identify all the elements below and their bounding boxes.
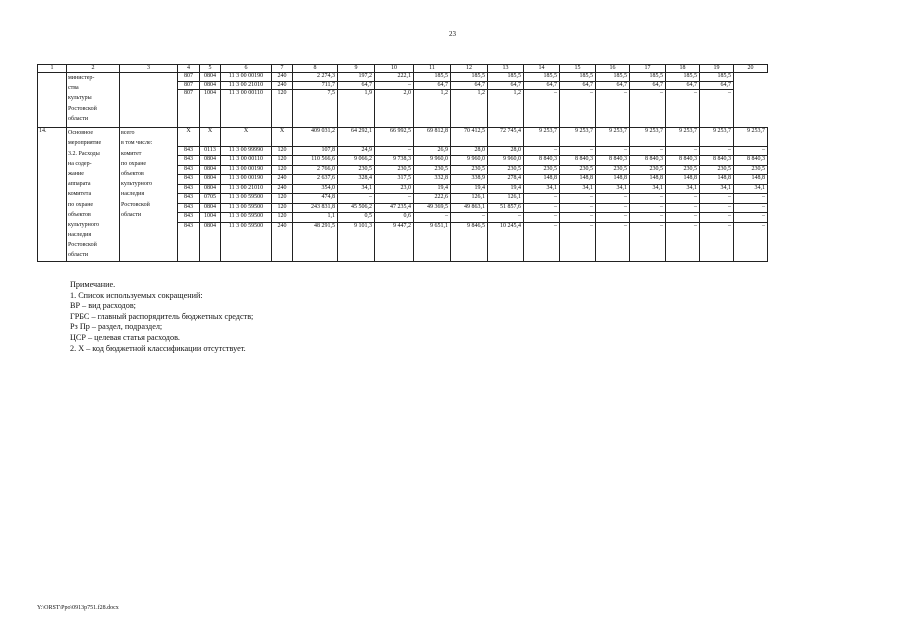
value-cell: 64,7 (630, 81, 666, 90)
value-cell: 11 3 00 00190 (221, 165, 272, 174)
value-cell: 807 (178, 73, 200, 82)
value-cell: – (560, 203, 596, 212)
value-cell: 64 292,1 (338, 128, 375, 147)
value-cell: 8 840,3 (524, 156, 560, 165)
value-cell: 2 766,0 (293, 165, 338, 174)
value-cell: 34,1 (560, 184, 596, 193)
value-cell: – (666, 213, 700, 222)
row-number-cell: 14. (38, 128, 67, 261)
value-cell: – (630, 194, 666, 203)
value-cell: – (414, 213, 451, 222)
value-cell: 278,4 (488, 175, 524, 184)
value-cell: 34,1 (596, 184, 630, 193)
value-cell: 230,5 (375, 165, 414, 174)
value-cell: – (700, 213, 734, 222)
value-cell: 120 (272, 165, 293, 174)
value-cell: 843 (178, 184, 200, 193)
value-cell: 120 (272, 156, 293, 165)
value-cell: – (451, 213, 488, 222)
value-cell: 8 840,3 (560, 156, 596, 165)
table-header-row (38, 65, 768, 73)
value-cell: 1004 (200, 90, 221, 128)
value-cell: 230,5 (451, 165, 488, 174)
description-line: аппарата (68, 181, 91, 188)
grbs-name-cell (67, 73, 120, 128)
value-cell: – (630, 222, 666, 261)
description-line: в том числе: (121, 140, 153, 147)
value-cell: 0804 (200, 81, 221, 90)
value-cell: – (524, 213, 560, 222)
value-cell: 230,5 (630, 165, 666, 174)
value-cell: 807 (178, 90, 200, 128)
description-line: объектов (121, 170, 144, 177)
value-cell: 34,1 (700, 184, 734, 193)
value-cell: 148,8 (560, 175, 596, 184)
value-cell: 843 (178, 165, 200, 174)
value-cell: – (596, 213, 630, 222)
column-number-13: 13 (488, 65, 524, 73)
value-cell: – (524, 222, 560, 261)
column-number-8: 8 (293, 65, 338, 73)
value-cell: 66 992,5 (375, 128, 414, 147)
value-cell: – (666, 203, 700, 212)
description-line: по охране (68, 201, 94, 208)
value-cell: – (524, 90, 560, 128)
value-cell: – (596, 146, 630, 155)
value-cell: 0113 (200, 146, 221, 155)
description-line: министер- (68, 75, 95, 81)
value-cell: 64,7 (524, 81, 560, 90)
value-cell: 185,5 (524, 73, 560, 82)
value-cell: – (596, 194, 630, 203)
value-cell: 9 846,5 (451, 222, 488, 261)
table-row (38, 73, 768, 82)
value-cell: 9 738,3 (375, 156, 414, 165)
value-cell: 0804 (200, 184, 221, 193)
description-line: наследия (121, 191, 145, 198)
value-cell: 0804 (200, 175, 221, 184)
value-cell: 240 (272, 184, 293, 193)
value-cell: 10 245,4 (488, 222, 524, 261)
value-cell: 120 (272, 90, 293, 128)
value-cell: 474,8 (293, 194, 338, 203)
description-line: на содер- (68, 160, 92, 167)
value-cell: 0705 (200, 194, 221, 203)
value-cell: 185,5 (630, 73, 666, 82)
value-cell: 24,9 (338, 146, 375, 155)
value-cell: 230,5 (666, 165, 700, 174)
note-line: 2. X – код бюджетной классификации отсутствует. (70, 343, 246, 353)
description-line: комитета (68, 191, 92, 198)
value-cell: 64,7 (488, 81, 524, 90)
value-cell: 11 3 00 99990 (221, 146, 272, 155)
note-line: 1. Список используемых сокращений: (70, 290, 203, 300)
value-cell: 23,0 (375, 184, 414, 193)
value-cell: – (700, 90, 734, 128)
description-line: всего (121, 130, 135, 137)
value-cell: 49 863,1 (451, 203, 488, 212)
value-cell: 28,0 (451, 146, 488, 155)
value-cell: 148,8 (524, 175, 560, 184)
value-cell: 230,5 (700, 165, 734, 174)
value-cell: 843 (178, 156, 200, 165)
value-cell: 19,4 (414, 184, 451, 193)
value-cell: – (560, 222, 596, 261)
value-cell: 1004 (200, 213, 221, 222)
value-cell: – (666, 194, 700, 203)
value-cell: 843 (178, 203, 200, 212)
value-cell: – (596, 90, 630, 128)
value-cell: 9 253,7 (524, 128, 560, 147)
value-cell: 843 (178, 175, 200, 184)
value-cell: – (734, 194, 768, 203)
note-line: ВР – вид расходов; (70, 301, 136, 311)
value-cell: – (524, 146, 560, 155)
row-number-cell (38, 73, 67, 128)
value-cell: 126,1 (488, 194, 524, 203)
value-cell: 1,9 (338, 90, 375, 128)
value-cell: 148,8 (734, 175, 768, 184)
value-cell: – (734, 222, 768, 261)
notes-block (70, 280, 253, 354)
column-number-11: 11 (414, 65, 451, 73)
empty-cell (120, 73, 178, 128)
column-number-5: 5 (200, 65, 221, 73)
value-cell: 1,2 (488, 90, 524, 128)
value-cell: 185,5 (700, 73, 734, 82)
event-name-cell (67, 128, 120, 261)
value-cell: 11 3 00 59500 (221, 194, 272, 203)
value-cell: – (560, 213, 596, 222)
value-cell: – (630, 203, 666, 212)
value-cell: 9 253,7 (596, 128, 630, 147)
value-cell: 230,5 (488, 165, 524, 174)
value-cell: 49 369,5 (414, 203, 451, 212)
value-cell: 28,0 (488, 146, 524, 155)
value-cell: – (596, 203, 630, 212)
value-cell: – (630, 90, 666, 128)
value-cell: – (338, 194, 375, 203)
table-row (38, 128, 768, 147)
value-cell: 843 (178, 194, 200, 203)
value-cell: 48 291,5 (293, 222, 338, 261)
value-cell: 0804 (200, 203, 221, 212)
value-cell: 26,9 (414, 146, 451, 155)
value-cell: 9 960,0 (488, 156, 524, 165)
value-cell: 11 3 00 21010 (221, 184, 272, 193)
value-cell: 8 840,3 (700, 156, 734, 165)
value-cell: 51 857,6 (488, 203, 524, 212)
column-number-12: 12 (451, 65, 488, 73)
description-line: Ростовской (68, 242, 97, 249)
value-cell: 0804 (200, 165, 221, 174)
value-cell: 0804 (200, 222, 221, 261)
description-line: культуры (68, 95, 92, 102)
value-cell: 9 066,2 (338, 156, 375, 165)
description-line: культурного (68, 221, 100, 228)
budget-table (37, 64, 768, 262)
value-cell: – (734, 213, 768, 222)
value-cell: 0804 (200, 73, 221, 82)
note-line: Рз Пр – раздел, подраздел; (70, 322, 163, 332)
description-line: Ростовской (121, 201, 150, 208)
value-cell: 64,7 (666, 81, 700, 90)
value-cell: X (178, 128, 200, 147)
value-cell: – (488, 213, 524, 222)
description-line: Основное (68, 130, 93, 137)
value-cell: 9 101,3 (338, 222, 375, 261)
value-cell: 240 (272, 81, 293, 90)
value-cell: – (734, 203, 768, 212)
value-cell: 120 (272, 213, 293, 222)
value-cell: 328,4 (338, 175, 375, 184)
column-number-20: 20 (734, 65, 768, 73)
value-cell: – (560, 90, 596, 128)
description-line: области (68, 252, 89, 259)
description-line: жание (68, 170, 84, 177)
column-number-1: 1 (38, 65, 67, 73)
value-cell: 240 (272, 175, 293, 184)
value-cell: – (630, 146, 666, 155)
description-line: Ростовской (68, 105, 97, 112)
value-cell: X (200, 128, 221, 147)
value-cell: X (272, 128, 293, 147)
value-cell: 47 235,4 (375, 203, 414, 212)
description-line: мероприятие (68, 140, 102, 147)
value-cell: – (524, 194, 560, 203)
value-cell: 185,5 (560, 73, 596, 82)
value-cell: 807 (178, 81, 200, 90)
value-cell: – (630, 213, 666, 222)
column-number-18: 18 (666, 65, 700, 73)
column-number-14: 14 (524, 65, 560, 73)
value-cell: – (560, 146, 596, 155)
value-cell: 34,1 (524, 184, 560, 193)
value-cell: 7,5 (293, 90, 338, 128)
value-cell: – (700, 222, 734, 261)
value-cell: 711,7 (293, 81, 338, 90)
value-cell: 9 253,7 (700, 128, 734, 147)
value-cell: 9 253,7 (734, 128, 768, 147)
value-cell: 126,1 (451, 194, 488, 203)
value-cell: 8 840,3 (630, 156, 666, 165)
column-number-16: 16 (596, 65, 630, 73)
value-cell: 9 253,7 (560, 128, 596, 147)
value-cell: 240 (272, 73, 293, 82)
value-cell: – (666, 146, 700, 155)
value-cell: 11 3 00 00190 (221, 175, 272, 184)
value-cell: – (734, 146, 768, 155)
value-cell: 9 253,7 (630, 128, 666, 147)
value-cell: – (666, 222, 700, 261)
value-cell: 222,1 (375, 73, 414, 82)
value-cell: 19,4 (488, 184, 524, 193)
value-cell: 243 831,8 (293, 203, 338, 212)
value-cell: 9 447,2 (375, 222, 414, 261)
value-cell: 843 (178, 146, 200, 155)
value-cell: X (221, 128, 272, 147)
value-cell: 317,5 (375, 175, 414, 184)
value-cell: 64,7 (700, 81, 734, 90)
value-cell: 185,5 (666, 73, 700, 82)
value-cell: 69 812,8 (414, 128, 451, 147)
value-cell: 64,7 (414, 81, 451, 90)
value-cell: 9 960,0 (414, 156, 451, 165)
value-cell: 11 3 00 59500 (221, 213, 272, 222)
value-cell: 197,2 (338, 73, 375, 82)
value-cell: 110 566,6 (293, 156, 338, 165)
file-path-footer: Y:\ORST\Ppo\0913p751.f28.docx (37, 605, 119, 611)
value-cell: – (524, 203, 560, 212)
value-cell: 0,5 (338, 213, 375, 222)
value-cell: 34,1 (338, 184, 375, 193)
value-cell: 8 840,3 (596, 156, 630, 165)
column-number-9: 9 (338, 65, 375, 73)
value-cell: 222,6 (414, 194, 451, 203)
value-cell: 120 (272, 194, 293, 203)
value-cell: 843 (178, 222, 200, 261)
value-cell: 148,8 (700, 175, 734, 184)
value-cell: 72 745,4 (488, 128, 524, 147)
column-number-4: 4 (178, 65, 200, 73)
value-cell: 34,1 (630, 184, 666, 193)
value-cell: 9 651,1 (414, 222, 451, 261)
description-line: ства (68, 85, 79, 92)
description-line: области (68, 115, 89, 122)
value-cell: – (700, 146, 734, 155)
value-cell: 11 3 00 00110 (221, 90, 272, 128)
value-cell: 11 3 00 59500 (221, 203, 272, 212)
column-number-2: 2 (67, 65, 120, 73)
value-cell: 107,8 (293, 146, 338, 155)
value-cell: 185,5 (596, 73, 630, 82)
description-line: области (121, 211, 142, 218)
value-cell: 34,1 (666, 184, 700, 193)
column-number-19: 19 (700, 65, 734, 73)
value-cell: 120 (272, 203, 293, 212)
value-cell: 8 840,3 (666, 156, 700, 165)
column-number-6: 6 (221, 65, 272, 73)
value-cell: 230,5 (734, 165, 768, 174)
value-cell: – (666, 90, 700, 128)
value-cell: 354,0 (293, 184, 338, 193)
page-number: 23 (449, 30, 456, 38)
value-cell: 8 840,3 (734, 156, 768, 165)
value-cell: 120 (272, 146, 293, 155)
value-cell: 185,5 (451, 73, 488, 82)
value-cell: 1,2 (414, 90, 451, 128)
description-line: по охране (121, 160, 147, 167)
value-cell: 332,8 (414, 175, 451, 184)
value-cell: 11 3 00 00110 (221, 156, 272, 165)
value-cell: 64,7 (451, 81, 488, 90)
value-cell: 185,5 (414, 73, 451, 82)
value-cell: 2,0 (375, 90, 414, 128)
value-cell: 9 253,7 (666, 128, 700, 147)
value-cell: 9 960,0 (451, 156, 488, 165)
value-cell: 409 031,2 (293, 128, 338, 147)
value-cell: 70 412,5 (451, 128, 488, 147)
description-line: комитет (121, 150, 142, 157)
value-cell: 64,7 (560, 81, 596, 90)
note-line: ГРБС – главный распорядитель бюджетных средств; (70, 311, 254, 321)
value-cell: 230,5 (596, 165, 630, 174)
value-cell: 230,5 (560, 165, 596, 174)
value-cell: 11 3 00 59500 (221, 222, 272, 261)
value-cell: – (560, 194, 596, 203)
value-cell: 19,4 (451, 184, 488, 193)
column-number-7: 7 (272, 65, 293, 73)
value-cell: – (700, 194, 734, 203)
description-line: наследия (68, 232, 92, 239)
value-cell: 230,5 (414, 165, 451, 174)
description-line: объектов (68, 211, 91, 218)
value-cell: 2 274,3 (293, 73, 338, 82)
value-cell: 148,8 (630, 175, 666, 184)
value-cell: – (375, 81, 414, 90)
column-number-3: 3 (120, 65, 178, 73)
description-line: 3.2. Расходы (68, 150, 100, 157)
value-cell: 148,8 (666, 175, 700, 184)
value-cell: 1,2 (451, 90, 488, 128)
value-cell: 338,9 (451, 175, 488, 184)
column-number-15: 15 (560, 65, 596, 73)
value-cell: 2 637,6 (293, 175, 338, 184)
value-cell: – (375, 194, 414, 203)
value-cell: 0804 (200, 156, 221, 165)
value-cell: 0,6 (375, 213, 414, 222)
value-cell: 843 (178, 213, 200, 222)
column-number-10: 10 (375, 65, 414, 73)
value-cell: – (596, 222, 630, 261)
value-cell: – (375, 146, 414, 155)
value-cell: 64,7 (596, 81, 630, 90)
value-cell: 230,5 (338, 165, 375, 174)
note-line: Примечание. (70, 280, 116, 289)
value-cell: 148,8 (596, 175, 630, 184)
value-cell: 11 3 00 21010 (221, 81, 272, 90)
column-number-17: 17 (630, 65, 666, 73)
value-cell: 240 (272, 222, 293, 261)
description-line: культурного (121, 181, 153, 188)
value-cell: 34,1 (734, 184, 768, 193)
value-cell: 11 3 00 00190 (221, 73, 272, 82)
note-line: ЦСР – целевая статья расходов. (70, 332, 180, 342)
value-cell: 230,5 (524, 165, 560, 174)
value-cell: 185,5 (488, 73, 524, 82)
value-cell: 1,1 (293, 213, 338, 222)
grbs-cell (120, 128, 178, 261)
value-cell: 45 506,2 (338, 203, 375, 212)
value-cell: – (700, 203, 734, 212)
value-cell: 64,7 (338, 81, 375, 90)
